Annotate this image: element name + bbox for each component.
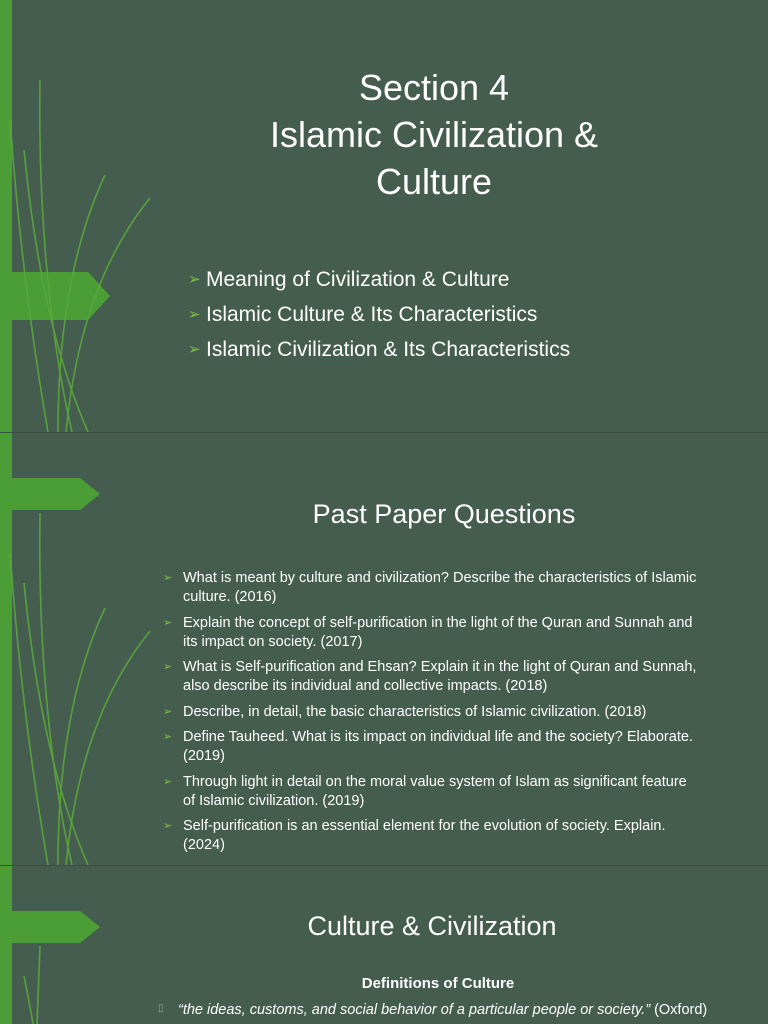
- topic-label: Meaning of Civilization & Culture: [206, 268, 510, 291]
- arrow-right-icon: ➢: [163, 616, 173, 629]
- definition-source: (Oxford): [654, 1002, 708, 1018]
- topic-list: [188, 262, 570, 367]
- slide-past-paper-questions: [0, 433, 768, 865]
- topic-label: Islamic Civilization & Its Characteristics: [206, 338, 571, 361]
- definitions-subheading: Definitions of Culture: [361, 975, 515, 992]
- arrow-right-icon: ➢: [188, 341, 201, 358]
- definition-item: [158, 1002, 707, 1018]
- slide-culture-civilization: [0, 866, 768, 1024]
- arrow-right-icon: ➢: [163, 572, 173, 584]
- green-stripe-decoration: [0, 866, 768, 1024]
- title-line-2: Islamic Civilization &: [269, 114, 599, 155]
- bullet-icon: ▯: [158, 1003, 164, 1014]
- question-text: What is Self-purification and Ehsan? Explain it in the light of Quran and Sunnah, also describe its individual and collective impacts. (2018): [183, 659, 697, 694]
- question-text: Explain the concept of self-purification in the light of the Quran and Sunnah and its impact on society. (2017): [183, 614, 693, 650]
- topic-item: [188, 297, 570, 332]
- question-item: [160, 773, 700, 811]
- arrow-right-icon: ➢: [163, 661, 173, 673]
- question-text: Self-purification is an essential element for the evolution of society. Explain. (2024): [183, 818, 666, 853]
- question-item: [160, 614, 700, 652]
- question-text: What is meant by culture and civilization? Describe the characteristics of Islamic culture. (2016): [183, 570, 697, 605]
- question-text: Describe, in detail, the basic characteristics of Islamic civilization. (2018): [183, 703, 647, 720]
- title-line-1: Section 4: [358, 67, 510, 108]
- topic-label: Islamic Culture & Its Characteristics: [206, 303, 538, 326]
- question-text: Through light in detail on the moral value system of Islam as significant feature of Islamic civilization. (2019): [183, 773, 687, 809]
- arrow-right-icon: ➢: [163, 705, 173, 718]
- question-item: [160, 817, 700, 855]
- title-line-3: Culture: [375, 161, 493, 202]
- arrow-right-icon: ➢: [163, 820, 173, 832]
- slide-title: [200, 64, 668, 205]
- definition-quote: “the ideas, customs, and social behavior of a particular people or society.”: [178, 1002, 651, 1018]
- question-text: Define Tauheed. What is its impact on individual life and the society? Elaborate. (2019): [183, 729, 693, 764]
- question-list: [160, 569, 700, 862]
- topic-item: [188, 262, 570, 297]
- arrow-right-icon: ➢: [188, 306, 201, 323]
- arrow-right-icon: ➢: [188, 271, 201, 288]
- question-item: [160, 703, 700, 722]
- arrow-right-icon: ➢: [163, 775, 173, 788]
- slide-section-4: [0, 0, 768, 432]
- topic-item: [188, 332, 570, 367]
- slide-title: Past Paper Questions: [312, 499, 576, 529]
- arrow-right-icon: ➢: [163, 731, 173, 743]
- slide-title: Culture & Civilization: [307, 911, 557, 941]
- question-item: [160, 569, 700, 607]
- question-item: [160, 658, 700, 696]
- question-item: [160, 728, 700, 766]
